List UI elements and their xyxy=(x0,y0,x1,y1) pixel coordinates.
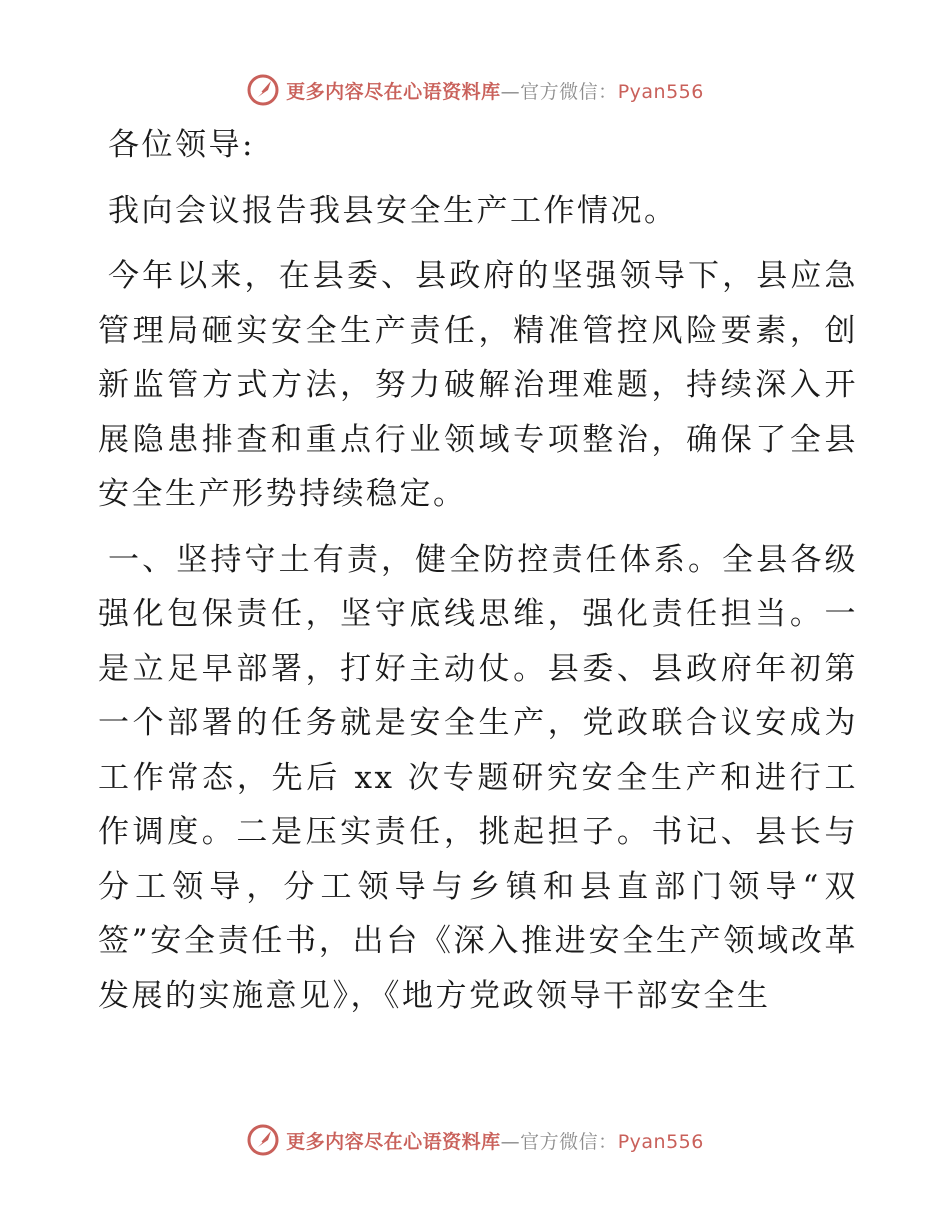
opening-statement: 我向会议报告我县安全生产工作情况。 xyxy=(108,192,678,229)
watermark-library-text: 更多内容尽在心语资料库 xyxy=(286,80,501,103)
document-body xyxy=(98,118,858,1034)
watermark-dash: — xyxy=(500,80,521,103)
watermark-text xyxy=(286,1127,704,1154)
quill-seal-icon xyxy=(246,73,280,107)
watermark-library-text: 更多内容尽在心语资料库 xyxy=(286,1130,501,1153)
watermark-text xyxy=(286,77,704,104)
section-one-paragraph: 一、坚持守土有责，健全防控责任体系。全县各级强化包保责任，坚守底线思维，强化责任担当。一是立足早部署，打好主动仗。县委、县政府年初第一个部署的任务就是安全生产，党政联合议安成为工作常态，先后 xx 次专题研究安全生产和进行工作调度。二是压实责任，挑起担子。书记、县长与分工领导，分工领导与乡镇和县直部门领导“双签”安全责任书，出台《深入推进安全生产领域改革发展的实施意见》，《地方党政领导干部安全生 xyxy=(98,541,858,1014)
watermark-dash: — xyxy=(500,1130,521,1153)
overview-paragraph: 今年以来，在县委、县政府的坚强领导下，县应急管理局砸实安全生产责任，精准管控风险要素，创新监管方式方法，努力破解治理难题，持续深入开展隐患排查和重点行业领域专项整治，确保了全县安全生产形势持续稳定。 xyxy=(98,258,858,512)
watermark-official-text: 官方微信： xyxy=(520,1130,618,1153)
watermark-header xyxy=(0,70,950,110)
watermark-wechat-id: Pyan556 xyxy=(617,80,704,103)
watermark-official-text: 官方微信： xyxy=(520,80,618,103)
quill-seal-icon xyxy=(246,1123,280,1157)
watermark-footer xyxy=(0,1120,950,1160)
salutation: 各位领导: xyxy=(108,127,255,163)
watermark-wechat-id: Pyan556 xyxy=(617,1130,704,1153)
